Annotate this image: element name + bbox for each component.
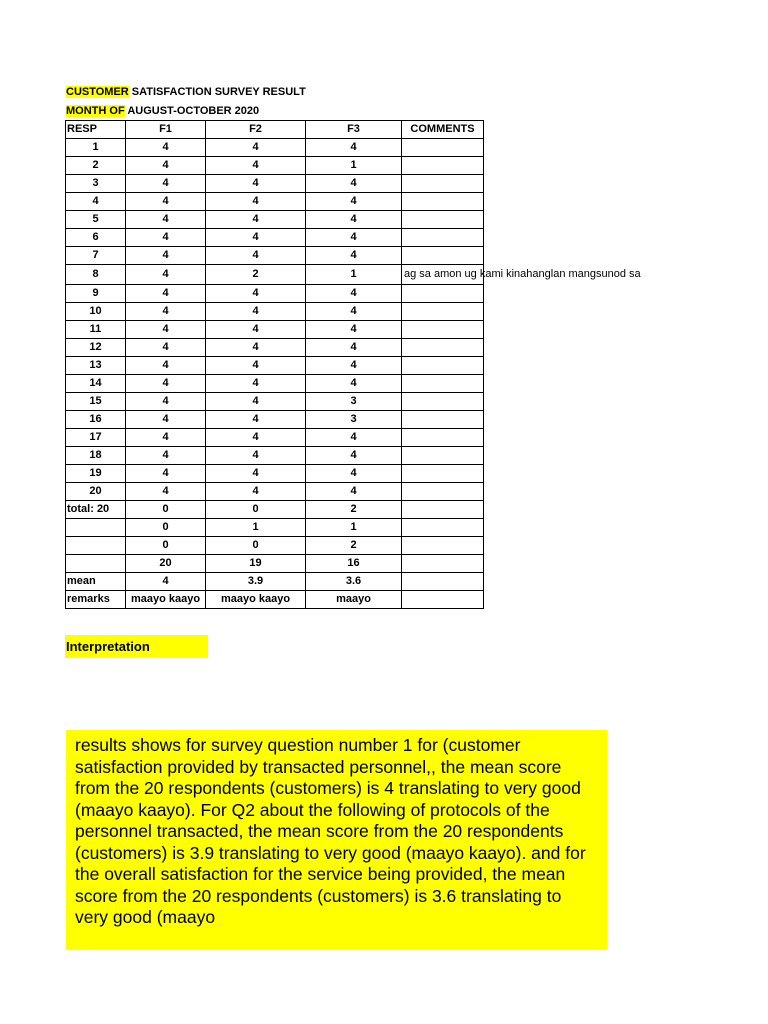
summary-row [66,501,484,519]
summary-row [66,519,484,537]
cell-comments [402,465,484,483]
cell-f1: 0 [126,519,206,537]
cell-resp: 18 [66,447,126,465]
cell-f1: 4 [126,303,206,321]
cell-comments [402,139,484,157]
cell-f1: 4 [126,211,206,229]
cell-comments [402,193,484,211]
cell-comments [402,411,484,429]
table-row [66,175,484,193]
title-rest: SATISFACTION SURVEY RESULT [128,86,306,98]
title-highlight: CUSTOMER [66,86,129,98]
cell-resp: 16 [66,411,126,429]
cell-f1: 4 [126,265,206,285]
cell-resp: 14 [66,375,126,393]
cell-resp: 13 [66,357,126,375]
cell-f3: 4 [306,175,402,193]
cell-comments [402,265,641,285]
cell-f2: 3.9 [206,573,306,591]
cell-resp: 20 [66,483,126,501]
table-row [66,303,484,321]
cell-resp: 15 [66,393,126,411]
table-row [66,357,484,375]
survey-period [66,104,259,119]
cell-f2: 1 [206,519,306,537]
col-header-resp: RESP [66,121,126,139]
table-row [66,393,484,411]
cell-resp: 19 [66,465,126,483]
cell-f3: 3 [306,411,402,429]
comment-text: ag sa amon ug kami kinahanglan mangsunod sa [404,268,641,280]
cell-resp: 17 [66,429,126,447]
cell-f3: 4 [306,247,402,265]
table-row [66,411,484,429]
cell-comments [402,339,484,357]
col-header-f1: F1 [126,121,206,139]
cell-f1: 4 [126,157,206,175]
table-row [66,211,484,229]
cell-f2: 4 [206,175,306,193]
cell-comments [402,519,484,537]
table-row [66,375,484,393]
cell-resp [66,519,126,537]
cell-f3: 3 [306,393,402,411]
table-row [66,465,484,483]
cell-f2: 4 [206,229,306,247]
cell-f3: 4 [306,429,402,447]
cell-resp: 7 [66,247,126,265]
cell-comments [402,321,484,339]
cell-f1: maayo kaayo [126,591,206,609]
cell-f2: 4 [206,339,306,357]
cell-f1: 4 [126,193,206,211]
cell-f3: 2 [306,501,402,519]
cell-f2: 4 [206,429,306,447]
cell-f3: 4 [306,465,402,483]
cell-f3: 4 [306,285,402,303]
summary-row [66,555,484,573]
cell-resp: 4 [66,193,126,211]
survey-table [65,120,641,609]
interpretation-label: Interpretation [65,635,208,658]
cell-comments [402,447,484,465]
summary-row [66,573,484,591]
cell-f1: 4 [126,483,206,501]
cell-resp: total: 20 [66,501,126,519]
cell-f2: 0 [206,537,306,555]
cell-f3: 4 [306,483,402,501]
summary-row [66,591,484,609]
cell-f1: 0 [126,501,206,519]
cell-f1: 4 [126,375,206,393]
cell-f2: 4 [206,447,306,465]
table-row [66,483,484,501]
cell-comments [402,157,484,175]
cell-f3: 4 [306,303,402,321]
table-row [66,285,484,303]
cell-comments [402,393,484,411]
cell-comments [402,375,484,393]
cell-comments [402,537,484,555]
cell-f1: 4 [126,357,206,375]
cell-f1: 4 [126,285,206,303]
cell-resp: 11 [66,321,126,339]
cell-resp: 10 [66,303,126,321]
cell-f1: 4 [126,339,206,357]
cell-f1: 20 [126,555,206,573]
cell-f1: 4 [126,321,206,339]
period-rest: AUGUST-OCTOBER 2020 [124,105,260,117]
table-row [66,265,484,285]
table-row [66,229,484,247]
cell-comments [402,229,484,247]
cell-resp: mean [66,573,126,591]
cell-comments [402,303,484,321]
cell-f3: 4 [306,211,402,229]
cell-f3: 4 [306,321,402,339]
cell-f3: 4 [306,193,402,211]
cell-resp: 12 [66,339,126,357]
interpretation-paragraph: results shows for survey question number 1 for (customer satisfaction provided by transacted personnel,, the mean score from the 20 respondents (customers) is 4 translating to very good (maayo kaayo). For Q2 about the following of protocols of the personnel transacted, the mean score from the 20 respondents (customers) is 3.9 translating to very good (maayo kaayo). and for the overall satisfaction for the service being provided, the mean score from the 20 respondents (customers) is 3.6 translating to very good (maayo [66,730,607,950]
col-header-f2: F2 [206,121,306,139]
cell-f2: 4 [206,193,306,211]
cell-comments [402,573,484,591]
period-highlight: MONTH OF [66,105,125,117]
cell-f2: 4 [206,157,306,175]
table-row [66,429,484,447]
survey-title [66,85,306,100]
cell-f2: 2 [206,265,306,285]
cell-f3: 4 [306,229,402,247]
cell-f1: 4 [126,411,206,429]
cell-comments [402,211,484,229]
cell-f3: 4 [306,375,402,393]
col-header-f3: F3 [306,121,402,139]
cell-f1: 4 [126,447,206,465]
table-row [66,447,484,465]
cell-f2: 4 [206,411,306,429]
cell-f2: maayo kaayo [206,591,306,609]
summary-row [66,537,484,555]
table-row [66,247,484,265]
col-header-comments: COMMENTS [402,121,484,139]
cell-f1: 4 [126,229,206,247]
cell-f3: 1 [306,265,402,285]
cell-f3: 3.6 [306,573,402,591]
table-row [66,321,484,339]
cell-comments [402,555,484,573]
table-header-row [66,121,484,139]
cell-resp [66,555,126,573]
cell-f3: 1 [306,519,402,537]
cell-f2: 4 [206,357,306,375]
cell-f2: 4 [206,375,306,393]
cell-f2: 0 [206,501,306,519]
table-row [66,157,484,175]
cell-f3: 1 [306,157,402,175]
cell-f1: 4 [126,139,206,157]
cell-comments [402,501,484,519]
cell-resp [66,537,126,555]
table-row [66,193,484,211]
cell-f1: 0 [126,537,206,555]
cell-resp: 1 [66,139,126,157]
cell-f2: 4 [206,465,306,483]
cell-f1: 4 [126,393,206,411]
cell-comments [402,429,484,447]
cell-f3: 4 [306,139,402,157]
cell-f2: 4 [206,303,306,321]
table-row [66,139,484,157]
cell-resp: 6 [66,229,126,247]
table-row [66,339,484,357]
cell-comments [402,175,484,193]
cell-f2: 4 [206,393,306,411]
cell-comments [402,247,484,265]
cell-resp: 2 [66,157,126,175]
cell-resp: 9 [66,285,126,303]
cell-resp: 3 [66,175,126,193]
cell-comments [402,357,484,375]
cell-f1: 4 [126,247,206,265]
cell-f2: 4 [206,247,306,265]
cell-resp: 8 [66,265,126,285]
cell-f2: 4 [206,139,306,157]
cell-f3: 4 [306,339,402,357]
cell-f2: 4 [206,211,306,229]
cell-f3: 4 [306,357,402,375]
cell-f2: 19 [206,555,306,573]
cell-f3: 2 [306,537,402,555]
cell-comments [402,591,484,609]
cell-f3: 4 [306,447,402,465]
cell-comments [402,483,484,501]
cell-f2: 4 [206,285,306,303]
cell-f1: 4 [126,465,206,483]
cell-f1: 4 [126,429,206,447]
cell-f3: maayo [306,591,402,609]
cell-f2: 4 [206,321,306,339]
cell-f1: 4 [126,573,206,591]
cell-resp: remarks [66,591,126,609]
cell-resp: 5 [66,211,126,229]
cell-f3: 16 [306,555,402,573]
cell-f2: 4 [206,483,306,501]
cell-comments [402,285,484,303]
cell-f1: 4 [126,175,206,193]
